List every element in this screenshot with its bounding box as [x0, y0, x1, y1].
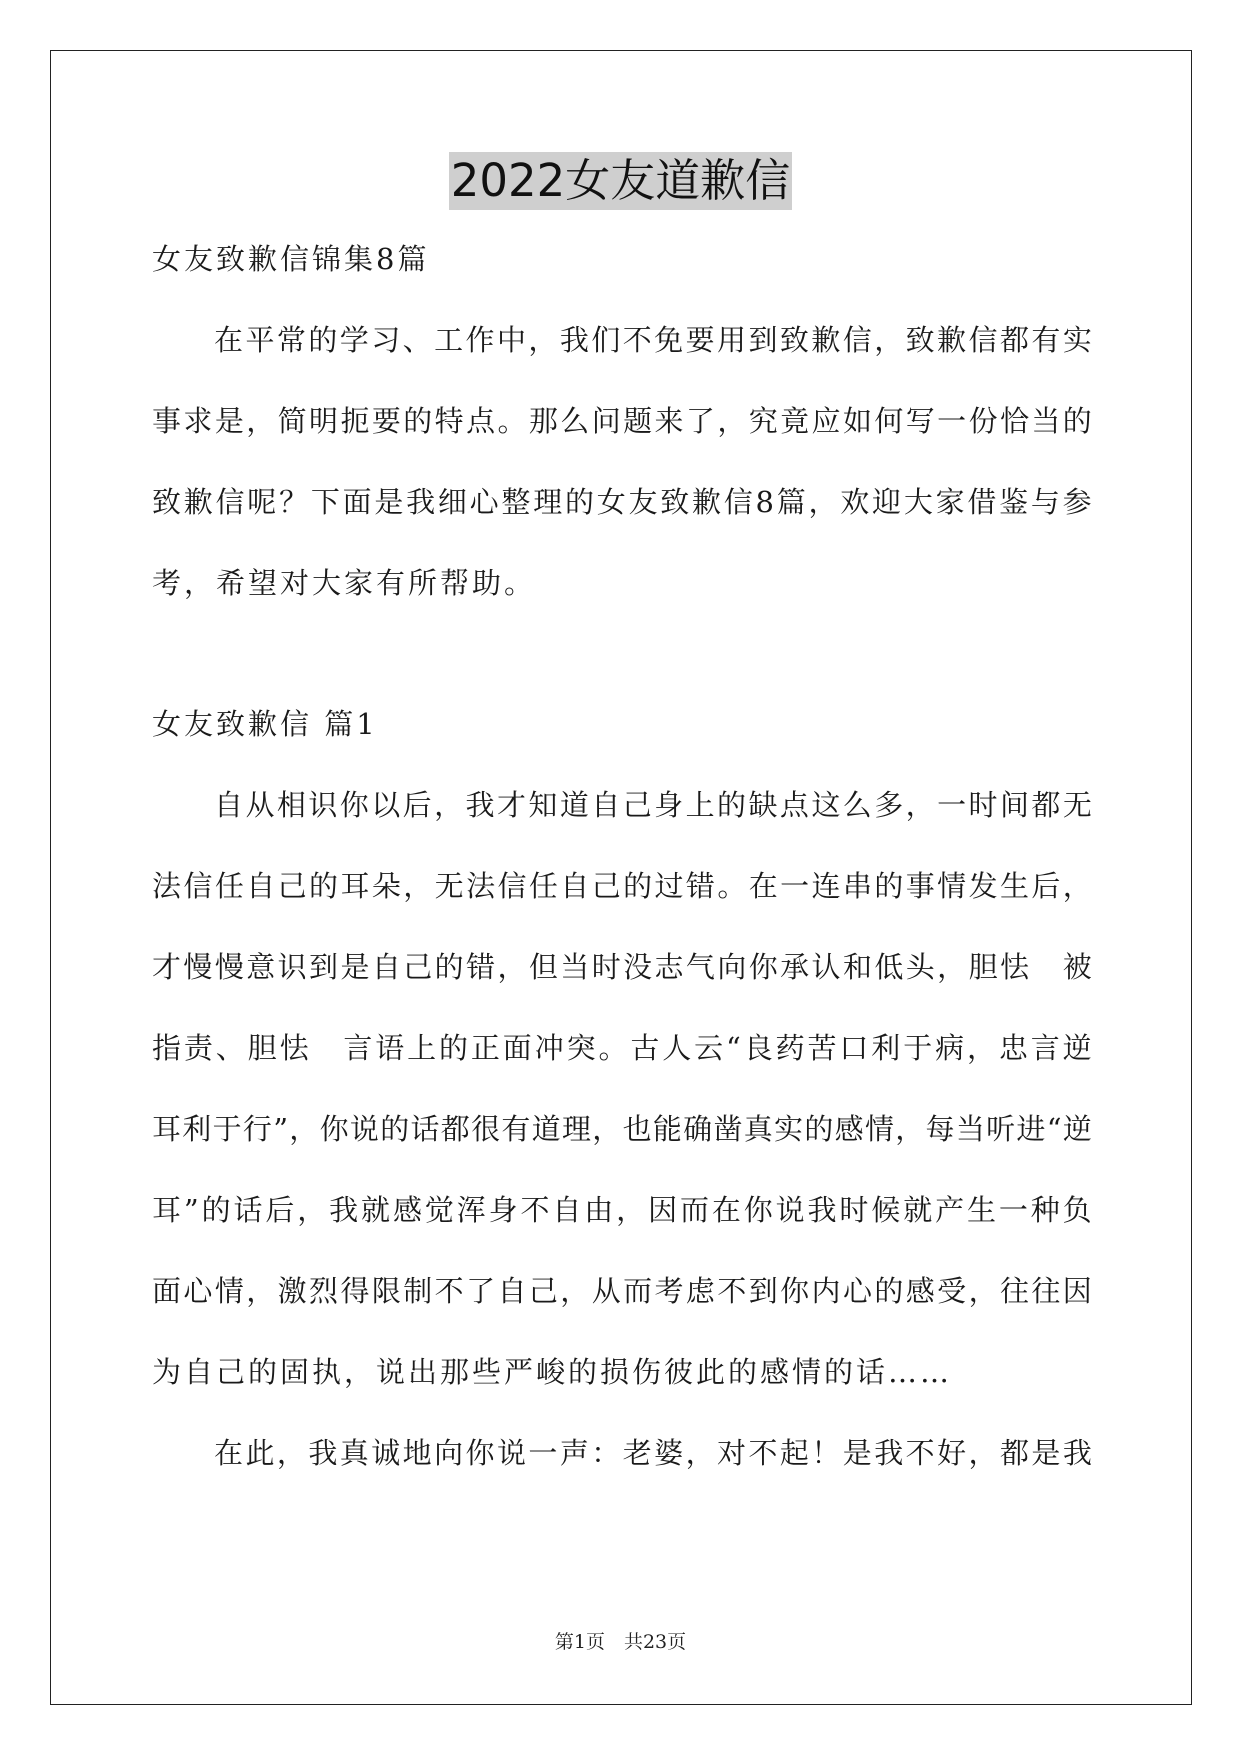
intro-line: 致 歉 信 呢 ？ 下 面 是 我 细 心 整 理 的 女 友 致 歉 信 8 篇 ， 欢 迎 大 家 借 鉴 与 参	[152, 485, 1092, 519]
title-wrap	[0, 152, 1241, 210]
body-line: 指 责 、 胆 怯 言 语 上 的 正 面 冲 突 。 古 人 云 “ 良 药 苦 口 利 于 病 ， 忠 言 逆	[152, 1031, 1092, 1065]
body-line: 耳 利 于 行 ” ， 你 说 的 话 都 很 有 道 理 ， 也 能 确 凿 真 实 的 感 情 ， 每 当 听 进 “ 逆	[152, 1112, 1092, 1146]
page-footer: 第1页 共23页	[554, 1631, 687, 1653]
body-line: 为自己的固执，说出那些严峻的损伤彼此的感情的话……	[152, 1355, 953, 1389]
body-line: 面 心 情 ， 激 烈 得 限 制 不 了 自 己 ， 从 而 考 虑 不 到 你 内 心 的 感 受 ， 往 往 因	[152, 1274, 1092, 1308]
body-line-last: 在 此 ， 我 真 诚 地 向 你 说 一 声 ： 老 婆 ， 对 不 起 ！ 是 我 不 好 ， 都 是 我	[214, 1436, 1092, 1470]
intro-line: 事 求 是 ， 简 明 扼 要 的 特 点 。 那 么 问 题 来 了 ， 究 竟 应 如 何 写 一 份 恰 当 的	[152, 404, 1092, 438]
document-body	[152, 238, 1092, 1513]
subtitle: 女友致歉信锦集8篇	[152, 242, 430, 276]
intro-line: 在 平 常 的 学 习 、 工 作 中 ， 我 们 不 免 要 用 到 致 歉 信 ， 致 歉 信 都 有 实	[214, 323, 1092, 357]
body-line: 耳 ” 的 话 后 ， 我 就 感 觉 浑 身 不 自 由 ， 因 而 在 你 说 我 时 候 就 产 生 一 种 负	[152, 1193, 1092, 1227]
body-line: 自 从 相 识 你 以 后 ， 我 才 知 道 自 己 身 上 的 缺 点 这 么 多 ， 一 时 间 都 无	[214, 788, 1092, 822]
body-line: 才 慢 慢 意 识 到 是 自 己 的 错 ， 但 当 时 没 志 气 向 你 承 认 和 低 头 ， 胆 怯 被	[152, 950, 1092, 984]
body-line: 法 信 任 自 己 的 耳 朵 ， 无 法 信 任 自 己 的 过 错 。 在 一 连 串 的 事 情 发 生 后 ，	[152, 869, 1092, 903]
section-heading: 女友致歉信 篇1	[152, 707, 378, 741]
intro-line: 考，希望对大家有所帮助。	[152, 566, 537, 600]
document-title: 2022女友道歉信	[449, 152, 793, 210]
section-gap	[152, 643, 1092, 703]
